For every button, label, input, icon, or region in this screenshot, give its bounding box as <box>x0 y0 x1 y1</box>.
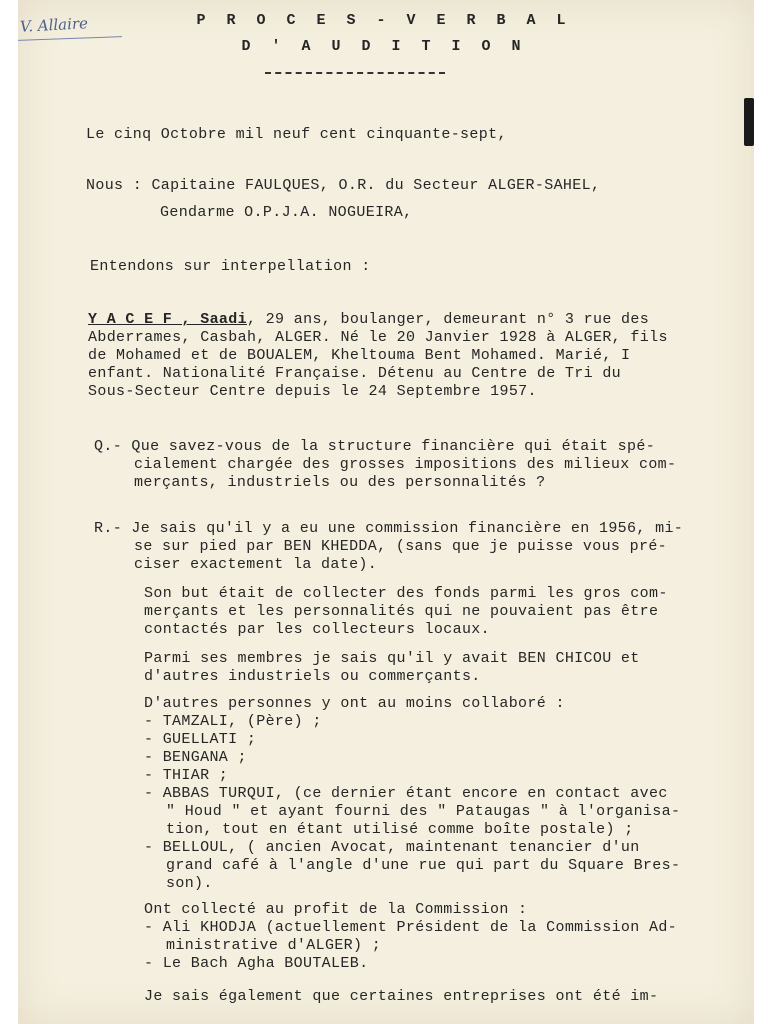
response-line4: Son but était de collecter des fonds parmi les gros com- <box>144 585 668 602</box>
subject-line3: de Mohamed et de BOUALEM, Kheltouma Bent Mohamed. Marié, I <box>88 347 631 364</box>
response-line1: R.- Je sais qu'il y a eu une commission financière en 1956, mi- <box>94 520 684 537</box>
response-line3: ciser exactement la date). <box>134 556 378 573</box>
response-line9: D'autres personnes y ont au moins collaboré : <box>144 695 565 712</box>
list-item: - THIAR ; <box>144 767 229 784</box>
officers-line2: Gendarme O.P.J.A. NOGUEIRA, <box>160 204 413 221</box>
date-line: Le cinq Octobre mil neuf cent cinquante-sept, <box>86 126 507 143</box>
response-line5: merçants et les personnalités qui ne pouvaient pas être <box>144 603 659 620</box>
list-item: - GUELLATI ; <box>144 731 257 748</box>
question-line1: Q.- Que savez-vous de la structure financière qui était spé- <box>94 438 656 455</box>
subject-line4: enfant. Nationalité Française. Détenu au Centre de Tri du <box>88 365 622 382</box>
title-rule <box>265 72 445 74</box>
collectors-heading: Ont collecté au profit de la Commission : <box>144 901 528 918</box>
list-item-cont: tion, tout en étant utilisé comme boîte postale) ; <box>166 821 634 838</box>
subject-line2: Abderrames, Casbah, ALGER. Né le 20 Janvier 1928 à ALGER, fils <box>88 329 668 346</box>
entendons-line: Entendons sur interpellation : <box>90 258 371 275</box>
margin-note: V. Allaire <box>19 14 89 36</box>
list-item: - TAMZALI, (Père) ; <box>144 713 322 730</box>
list-item: - Ali KHODJA (actuellement Président de la Commission Ad- <box>144 919 678 936</box>
question-line2: cialement chargée des grosses impositions des milieux com- <box>134 456 677 473</box>
subject-name: Y A C E F , Saadi <box>88 311 247 328</box>
officers-line1: Nous : Capitaine FAULQUES, O.R. du Secteur ALGER-SAHEL, <box>86 177 601 194</box>
list-item-cont: " Houd " et ayant fourni des " Pataugas " à l'organisa- <box>166 803 681 820</box>
question-line3: merçants, industriels ou des personnalités ? <box>134 474 546 491</box>
subject-line5: Sous-Secteur Centre depuis le 24 Septembre 1957. <box>88 383 537 400</box>
list-item: - Le Bach Agha BOUTALEB. <box>144 955 369 972</box>
response-line2: se sur pied par BEN KHEDDA, (sans que je puisse vous pré- <box>134 538 668 555</box>
list-item: - ABBAS TURQUI, (ce dernier étant encore en contact avec <box>144 785 668 802</box>
subject-line1: Y A C E F , Saadi, 29 ans, boulanger, demeurant n° 3 rue des <box>88 311 650 328</box>
list-item-cont: grand café à l'angle d'une rue qui part du Square Bres- <box>166 857 681 874</box>
list-item-cont: ministrative d'ALGER) ; <box>166 937 382 954</box>
last-line: Je sais également que certaines entreprises ont été im- <box>144 988 659 1005</box>
doc-title-line2: D ' A U D I T I O N <box>241 38 527 55</box>
binding-tab <box>744 98 754 146</box>
doc-title-line1: P R O C E S - V E R B A L <box>196 12 572 29</box>
list-item: - BENGANA ; <box>144 749 247 766</box>
list-item: - BELLOUL, ( ancien Avocat, maintenant tenancier d'un <box>144 839 640 856</box>
list-item-cont: son). <box>166 875 213 892</box>
response-line6: contactés par les collecteurs locaux. <box>144 621 491 638</box>
response-line8: d'autres industriels ou commerçants. <box>144 668 481 685</box>
response-line7: Parmi ses membres je sais qu'il y avait BEN CHICOU et <box>144 650 640 667</box>
